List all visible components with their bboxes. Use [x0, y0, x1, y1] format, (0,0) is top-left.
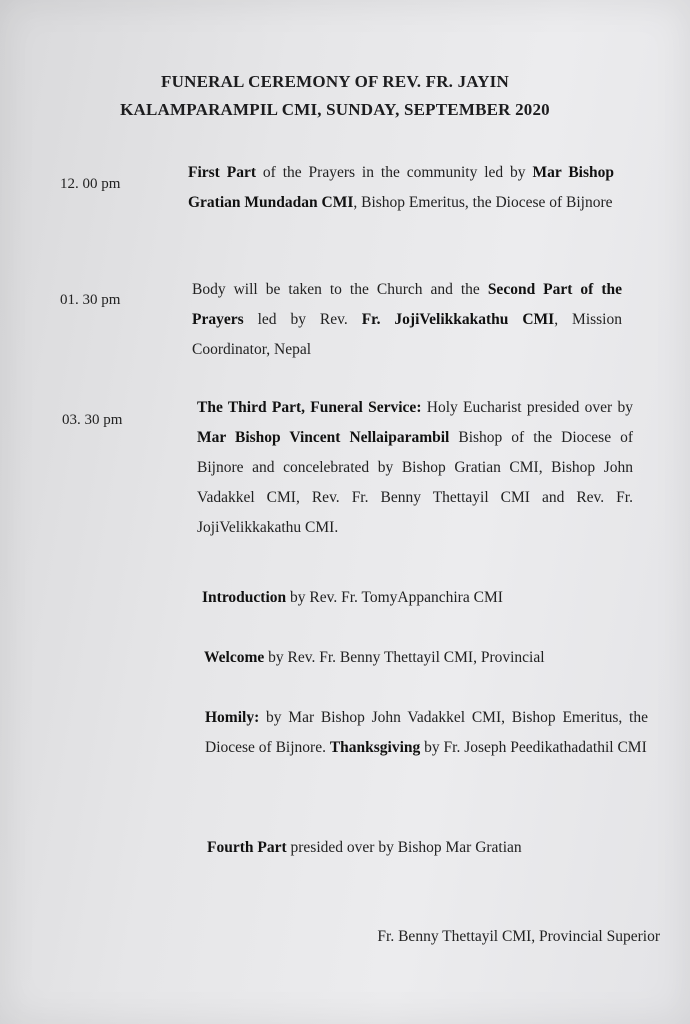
document-title-line-2: KALAMPARAMPIL CMI, SUNDAY, SEPTEMBER 2020 [120, 100, 550, 119]
bold-phrase: Fourth Part [207, 839, 287, 856]
program-item-welcome: Welcome by Rev. Fr. Benny Thettayil CMI, Provincial [204, 649, 545, 666]
schedule-description: The Third Part, Funeral Service: Holy Eucharist presided over by Mar Bishop Vincent Nellaiparambil Bishop of the Diocese of Bijnore and concelebrated by Bishop Gratian CMI, Bishop John Vadakkel CMI, Rev. Fr. Benny Thettayil CMI and Rev. Fr. JojiVelikkakathu CMI. [197, 399, 633, 536]
bold-phrase: Homily: [205, 709, 260, 726]
schedule-time: 12. 00 pm [60, 176, 121, 192]
schedule-description: First Part of the Prayers in the community led by Mar Bishop Gratian Mundadan CMI, Bishop Emeritus, the Diocese of Bijnore [188, 164, 614, 211]
schedule-time: 01. 30 pm [60, 292, 121, 308]
program-item-homily: Homily: by Mar Bishop John Vadakkel CMI, Bishop Emeritus, the Diocese of Bijnore. Thanksgiving by Fr. Joseph Peedikathadathil CMI [205, 709, 648, 756]
program-item-fourth-part: Fourth Part presided over by Bishop Mar Gratian [207, 839, 522, 856]
program-item-introduction: Introduction by Rev. Fr. TomyAppanchira CMI [202, 589, 503, 606]
bold-phrase: Thanksgiving [329, 739, 421, 756]
bold-phrase: Fr. JojiVelikkakathu CMI [361, 311, 555, 328]
schedule-time: 03. 30 pm [62, 412, 123, 428]
document-title-line-1: FUNERAL CEREMONY OF REV. FR. JAYIN [161, 72, 509, 91]
bold-phrase: Mar Bishop Gratian Mundadan CMI [188, 164, 614, 211]
bold-phrase: Second Part of the Prayers [192, 281, 623, 328]
bold-phrase: Introduction [202, 589, 287, 606]
bold-phrase: The Third Part, Funeral Service: [197, 399, 422, 416]
bold-phrase: Mar Bishop Vincent Nellaiparambil [197, 429, 450, 446]
signature: Fr. Benny Thettayil CMI, Provincial Superior [377, 928, 660, 945]
schedule-description: Body will be taken to the Church and the Second Part of the Prayers led by Rev. Fr. JojiVelikkakathu CMI, Mission Coordinator, Nepal [192, 281, 623, 358]
bold-phrase: First Part [188, 164, 257, 181]
bold-phrase: Welcome [204, 649, 265, 666]
